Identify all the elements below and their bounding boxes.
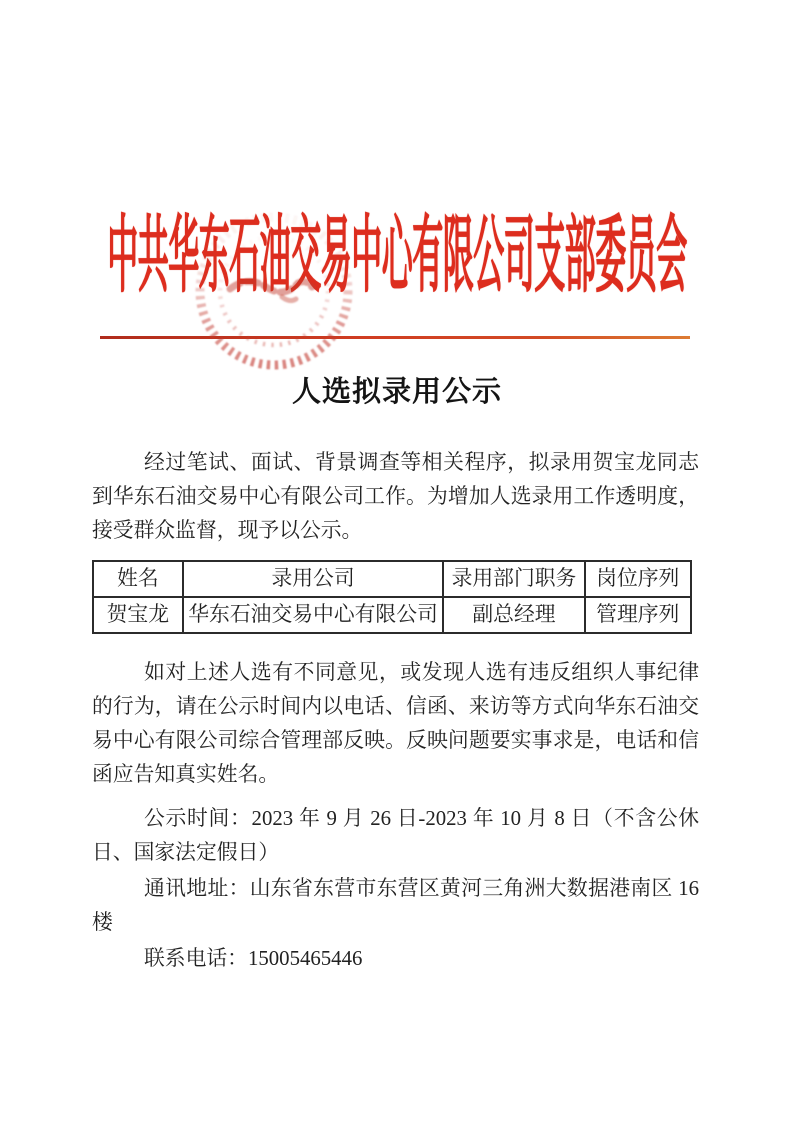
letterhead bbox=[0, 199, 794, 303]
table-header-position: 录用部门职务 bbox=[443, 561, 584, 597]
candidate-table bbox=[92, 560, 692, 634]
letterhead-rule bbox=[100, 336, 690, 339]
cell-candidate-name: 贺宝龙 bbox=[93, 597, 183, 633]
table-row bbox=[93, 597, 691, 633]
notice-period-value: 2023 年 9 月 26 日-2023 年 10 月 8 日（不含公休日、国家法定假日） bbox=[92, 807, 700, 864]
document-body bbox=[92, 446, 699, 976]
table-header-series: 岗位序列 bbox=[585, 561, 691, 597]
address-value: 山东省东营市东营区黄河三角洲大数据港南区 16 楼 bbox=[92, 877, 699, 934]
phone-line bbox=[92, 942, 699, 976]
objection-paragraph: 如对上述人选有不同意见，或发现人选有违反组织人事纪律的行为，请在公示时间内以电话、信函、来访等方式向华东石油交易中心有限公司综合管理部反映。反映问题要实事求是，电话和信函应告知真实姓名。 bbox=[92, 661, 699, 786]
table-header-company: 录用公司 bbox=[183, 561, 444, 597]
address-line bbox=[92, 872, 699, 940]
phone-label: 联系电话： bbox=[144, 947, 248, 970]
notice-period-label: 公示时间： bbox=[144, 807, 252, 830]
table-header-row bbox=[93, 561, 691, 597]
cell-hiring-company: 华东石油交易中心有限公司 bbox=[183, 597, 444, 633]
notice-period-line bbox=[92, 802, 699, 870]
document-title: 人选拟录用公示 bbox=[291, 376, 502, 408]
table-header-name: 姓名 bbox=[93, 561, 183, 597]
phone-value: 15005465446 bbox=[247, 947, 363, 970]
intro-paragraph: 经过笔试、面试、背景调查等相关程序，拟录用贺宝龙同志到华东石油交易中心有限公司工作。为增加人选录用工作透明度，接受群众监督，现予以公示。 bbox=[92, 451, 699, 542]
cell-job-series: 管理序列 bbox=[585, 597, 691, 633]
cell-position: 副总经理 bbox=[443, 597, 584, 633]
letterhead-title: 中共华东石油交易中心有限公司支部委员会 bbox=[107, 207, 687, 303]
address-label: 通讯地址： bbox=[144, 877, 250, 900]
